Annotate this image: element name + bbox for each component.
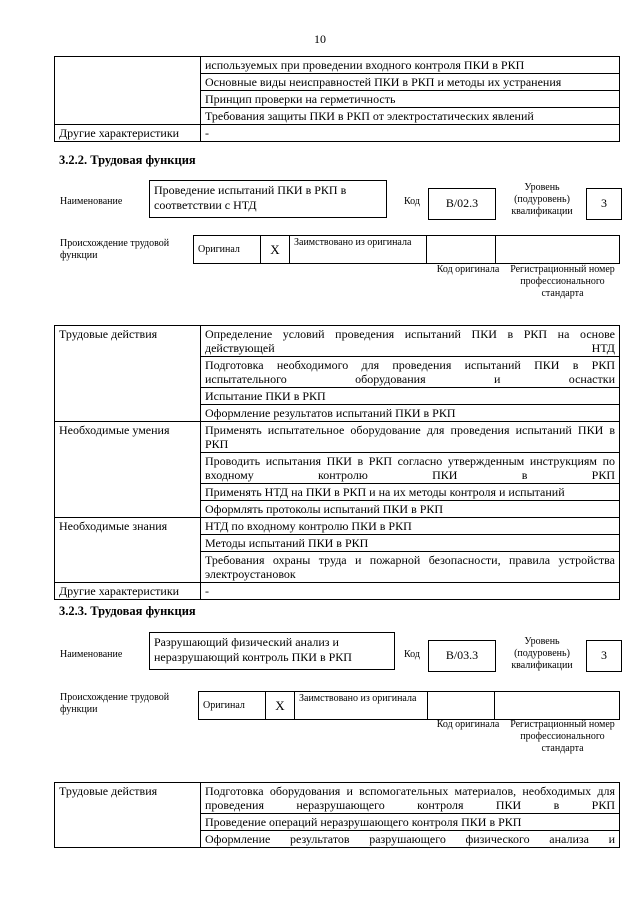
original-mark: X <box>266 692 295 720</box>
reg-number-label: Регистрационный номер профессионального стандарта <box>510 719 615 754</box>
reg-number-cell <box>496 236 620 264</box>
origin-label: Происхождение трудовой функции <box>60 238 170 261</box>
reg-number-cell <box>495 692 620 720</box>
origin-table <box>198 691 620 720</box>
action-item: Оформление результатов разрушающего физического анализа и <box>201 831 620 848</box>
level-label: Уровень (подуровень) квалификации <box>511 636 573 671</box>
borrowed-label: Заимствовано из оригинала <box>295 692 428 720</box>
action-item: Проведение операций неразрушающего контроля ПКИ в РКП <box>201 814 620 831</box>
page-number: 10 <box>314 32 326 46</box>
other-value: - <box>201 125 620 142</box>
code-original-cell <box>427 236 496 264</box>
code-value: B/03.3 <box>428 640 496 672</box>
tf1-table <box>54 325 620 600</box>
action-item: Определение условий проведения испытаний ПКИ в РКП на основе действующей НТД <box>201 326 620 357</box>
code-label: Код <box>404 196 420 207</box>
reg-number-label: Регистрационный номер профессионального стандарта <box>510 264 615 299</box>
action-item: Оформление результатов испытаний ПКИ в РКП <box>201 405 620 422</box>
knowledge-item: НТД по входному контролю ПКИ в РКП <box>201 518 620 535</box>
top-row: Требования защиты ПКИ в РКП от электростатических явлений <box>201 108 620 125</box>
other-label: Другие характеристики <box>55 583 201 600</box>
action-item: Подготовка оборудования и вспомогательных материалов, необходимых для проведения неразрушающего контроля ПКИ в РКП <box>201 783 620 814</box>
code-original-cell <box>428 692 495 720</box>
origin-label: Происхождение трудовой функции <box>60 692 170 715</box>
top-row: используемых при проведении входного контроля ПКИ в РКП <box>201 57 620 74</box>
code-original-label: Код оригинала <box>436 264 500 275</box>
knowledge-label: Необходимые знания <box>55 518 201 583</box>
skill-item: Применять НТД на ПКИ в РКП и на их методы контроля и испытаний <box>201 484 620 501</box>
actions-label: Трудовые действия <box>55 326 201 422</box>
level-value: 3 <box>586 188 622 220</box>
original-label: Оригинал <box>194 236 261 264</box>
code-original-label: Код оригинала <box>436 719 500 730</box>
name-label: Наименование <box>60 196 123 207</box>
name-label: Наименование <box>60 649 123 660</box>
top-table <box>54 56 620 142</box>
top-row: Принцип проверки на герметичность <box>201 91 620 108</box>
original-label: Оригинал <box>199 692 266 720</box>
action-item: Испытание ПКИ в РКП <box>201 388 620 405</box>
level-value: 3 <box>586 640 622 672</box>
skills-label: Необходимые умения <box>55 422 201 518</box>
borrowed-label: Заимствовано из оригинала <box>290 236 427 264</box>
code-label: Код <box>404 649 420 660</box>
section-heading: 3.2.2. Трудовая функция <box>59 153 196 167</box>
tf2-table <box>54 782 620 848</box>
skill-item: Проводить испытания ПКИ в РКП согласно утвержденным инструкциям по входному контролю ПКИ в РКП <box>201 453 620 484</box>
action-item: Подготовка необходимого для проведения испытаний ПКИ в РКП испытательного оборудования и оснастки <box>201 357 620 388</box>
other-value: - <box>201 583 620 600</box>
level-label: Уровень (подуровень) квалификации <box>511 182 573 217</box>
original-mark: X <box>261 236 290 264</box>
skill-item: Оформлять протоколы испытаний ПКИ в РКП <box>201 501 620 518</box>
origin-table <box>193 235 620 264</box>
code-value: B/02.3 <box>428 188 496 220</box>
knowledge-item: Методы испытаний ПКИ в РКП <box>201 535 620 552</box>
knowledge-item: Требования охраны труда и пожарной безопасности, правила устройства электроустановок <box>201 552 620 583</box>
empty-label-cell <box>55 57 201 125</box>
top-row: Основные виды неисправностей ПКИ в РКП и методы их устранения <box>201 74 620 91</box>
name-value: Проведение испытаний ПКИ в РКП в соответствии с НТД <box>149 180 387 218</box>
name-value: Разрушающий физический анализ и неразрушающий контроль ПКИ в РКП <box>149 632 395 670</box>
actions-label: Трудовые действия <box>55 783 201 848</box>
skill-item: Применять испытательное оборудование для проведения испытаний ПКИ в РКП <box>201 422 620 453</box>
section-heading: 3.2.3. Трудовая функция <box>59 604 196 618</box>
other-label: Другие характеристики <box>55 125 201 142</box>
